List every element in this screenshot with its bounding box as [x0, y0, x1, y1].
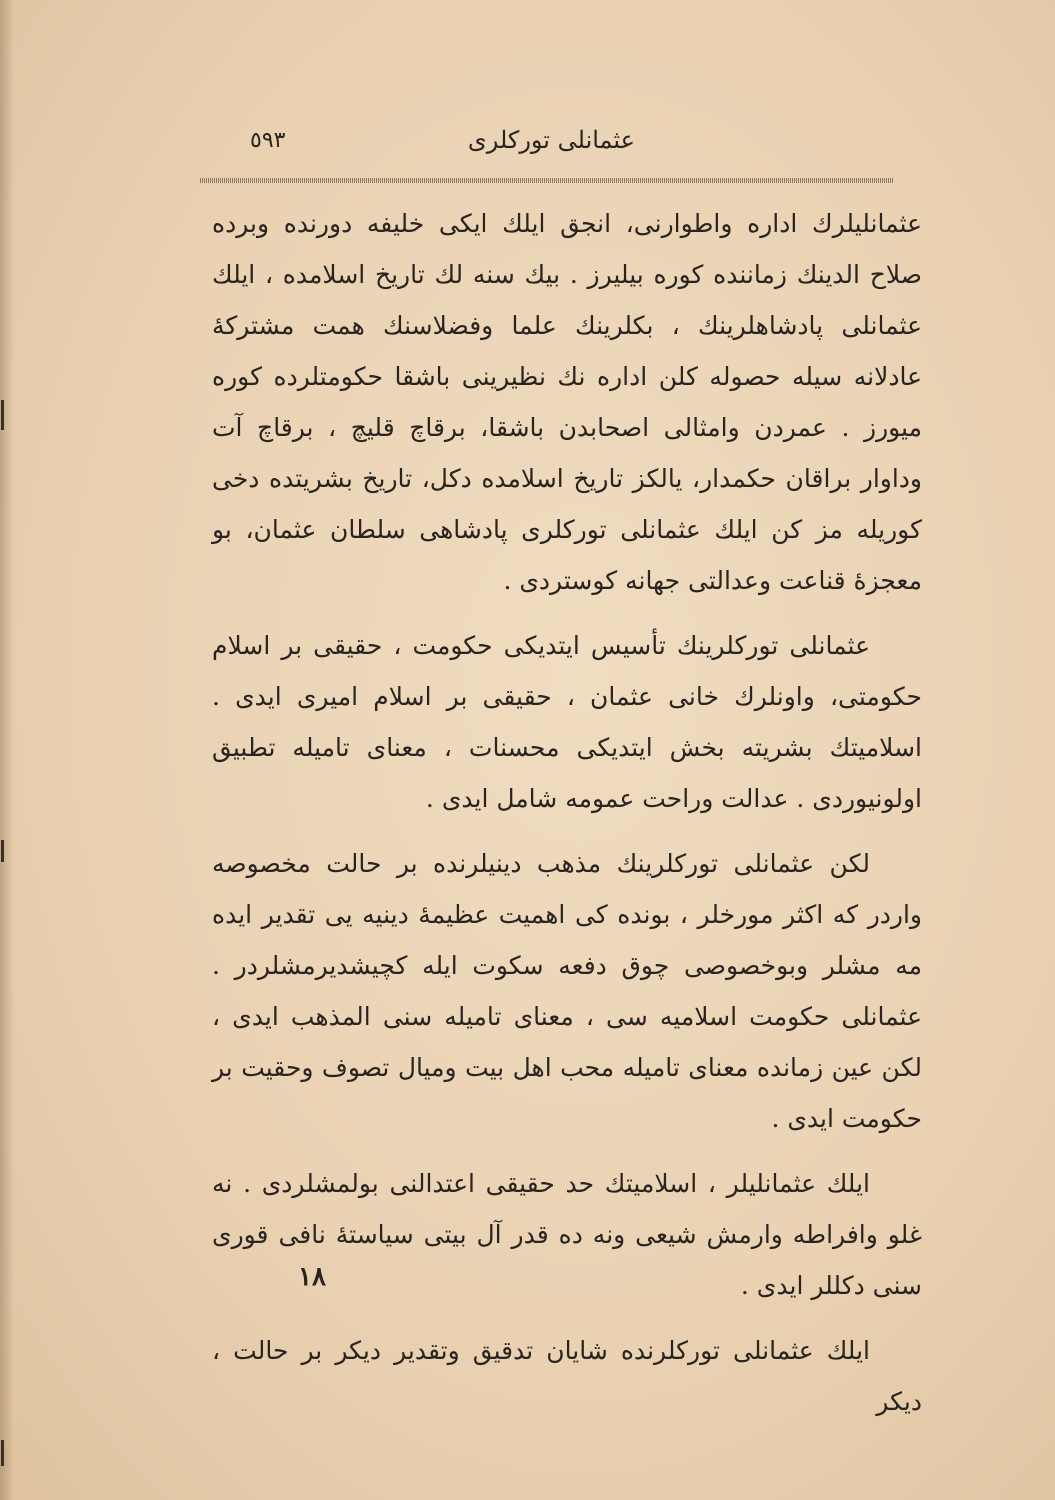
header-rule — [200, 178, 894, 183]
page-edge-shadow — [0, 0, 14, 1500]
page-header — [200, 122, 890, 166]
page-number: ٥٩٣ — [250, 128, 286, 153]
paragraph: لکن عثمانلی تورکلرینك مذهب دینیلرنده بر حالت مخصوصه واردر که اکثر مورخلر ، بونده کی اهمیت عظیمهٔ دینیه یی تقدیر ایده مه مشلر وبوخصوصی چوق دفعه سکوت ایله کچیشدیرمشلردر . عثمانلی حکومت اسلامیه سی ، معنای تامیله سنی المذهب ایدی ، لکن عین زمانده معنای تامیله محب اهل بیت ومیال تصوف وحقیت بر حکومت ایدی . — [212, 849, 922, 1133]
binding-mark — [1, 1440, 4, 1466]
running-title: عثمانلی تورکلری — [467, 126, 635, 154]
paragraph: عثمانلی تورکلرینك تأسیس ایتدیکی حکومت ، حقیقی بر اسلام حکومتی، واونلرك خانی عثمان ، حقیقی بر اسلام امیری ایدی . اسلامیتك بشریته بخش ایتدیکی محسنات ، معنای تامیله تطبیق اولونیوردی . عدالت وراحت عمومه شامل ایدی . — [212, 631, 922, 813]
paragraph: ایلك عثمانلی تورکلرنده شایان تدقیق وتقدیر دیکر بر حالت ، دیکر — [212, 1336, 922, 1416]
body-text — [212, 198, 922, 1441]
paragraph: عثمانلیلرك اداره واطوارنی، انجق ایلك ایکی خلیفه دورنده وبرده صلاح الدینك زماننده کوره بیلیرز . بیك سنه لك تاریخ اسلامده ، ایلك عثمانلی پادشاهلرینك ، بکلرینك علما وفضلاسنك همت مشترکهٔ عادلانه سیله حصوله کلن اداره نك نظیرینی باشقا حکومتلرده کوره میورز . عمردن وامثالی اصحابدن باشقا، برقاچ قلیچ ، برقاچ آت وداوار براقان حکمدار، یالکز تاریخ اسلامده دکل، تاریخ بشریتده دخی کوریله مز کن ایلك عثمانلی تورکلری پادشاهی سلطان عثمان، بو معجزهٔ قناعت وعدالتی جهانه کوستردی . — [212, 209, 922, 595]
binding-mark — [1, 840, 4, 862]
signature-mark: ١٨ — [298, 1262, 326, 1292]
binding-mark — [1, 400, 4, 430]
paragraph: ایلك عثمانلیلر ، اسلامیتك حد حقیقی اعتدالنی بولمشلردی . نه غلو وافراطه وارمش شیعی ونه ده قدر آل بیتی سیاستهٔ نافی قوری سنی دکللر ایدی . — [212, 1169, 922, 1300]
